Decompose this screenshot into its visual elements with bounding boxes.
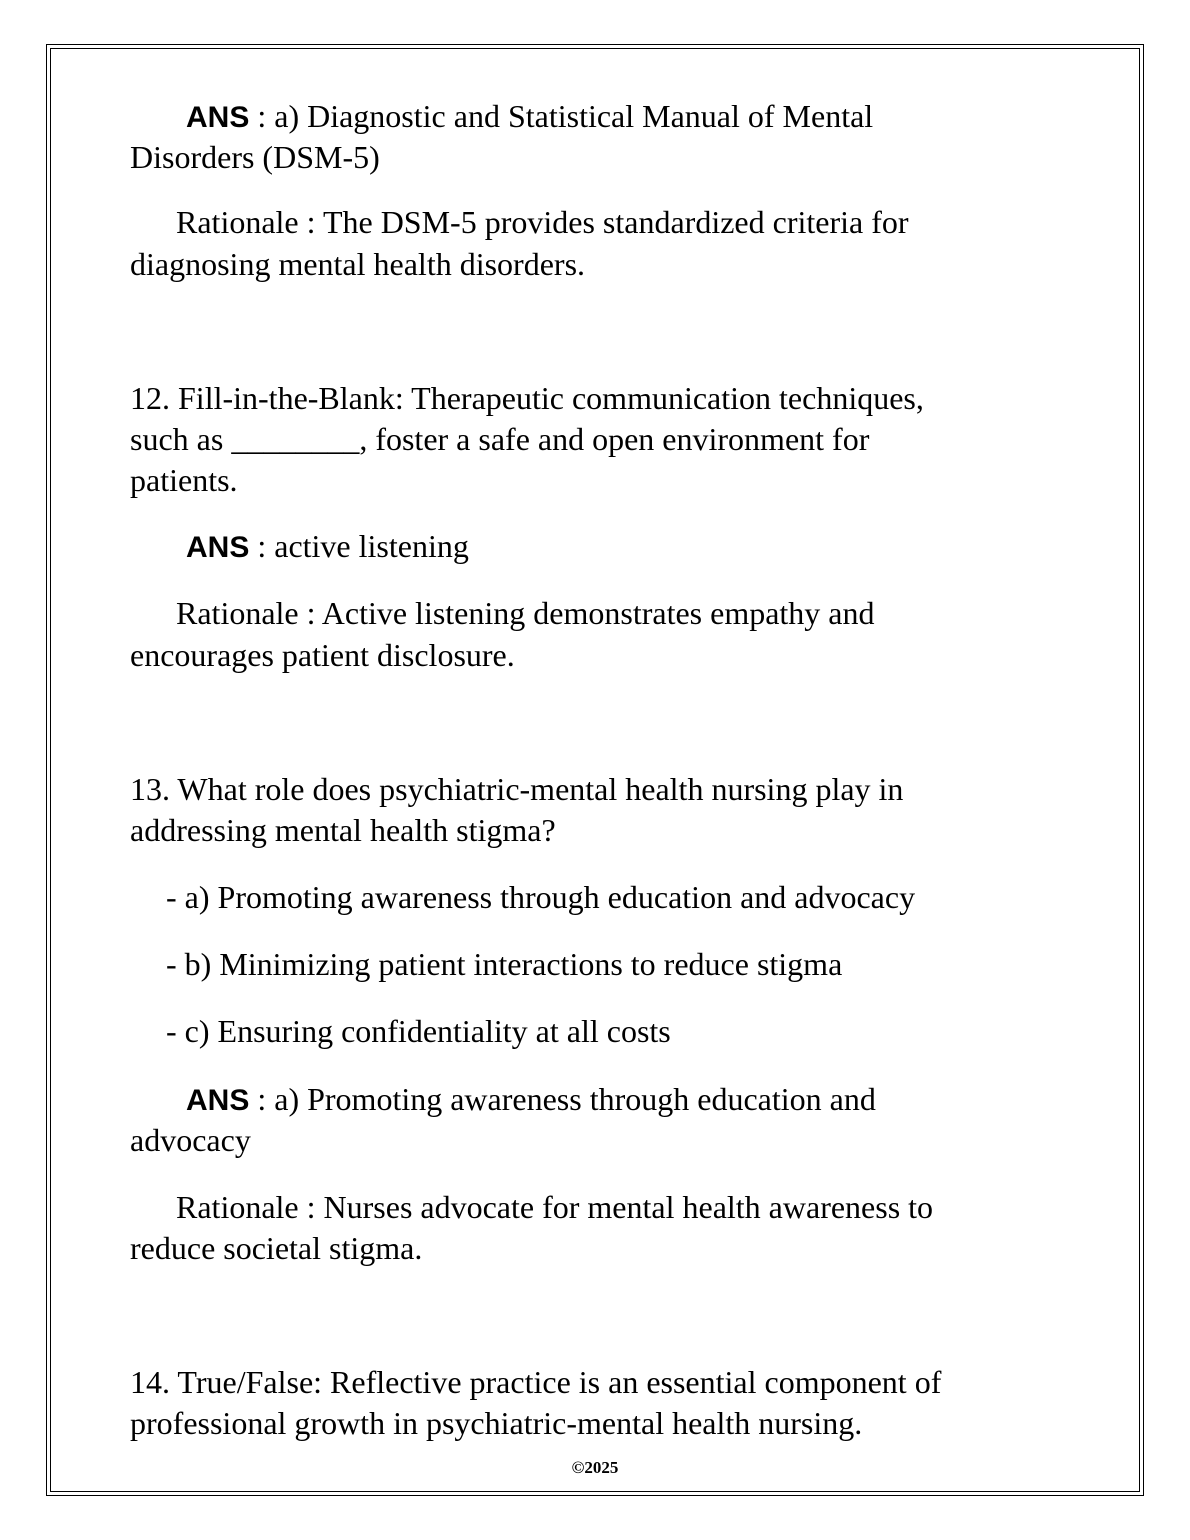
q13-answer-line-1	[130, 1079, 1070, 1121]
q13-option-c: - c) Ensuring confidentiality at all costs	[166, 1013, 671, 1049]
copyright-footer: ©2025	[571, 1458, 619, 1477]
q12-question-line-1: 12. Fill-in-the-Blank: Therapeutic communication techniques,	[130, 380, 924, 416]
q11-ans-label: ANS	[186, 101, 250, 134]
q12-ans-label: ANS	[186, 531, 250, 564]
q12-question-line-2: such as ________, foster a safe and open environment for	[130, 421, 870, 457]
q12-answer-text: : active listening	[249, 528, 469, 564]
q13-option-b: - b) Minimizing patient interactions to reduce stigma	[166, 946, 843, 982]
q11-rationale-line-1: Rationale : The DSM-5 provides standardized criteria for	[176, 204, 909, 240]
q13-option-a: - a) Promoting awareness through education and advocacy	[166, 879, 916, 915]
q12-answer-line-1	[130, 526, 1070, 568]
q13-rationale-line-1: Rationale : Nurses advocate for mental health awareness to	[176, 1189, 934, 1225]
q13-answer-line-2: advocacy	[130, 1122, 251, 1158]
q11-answer-line-2: Disorders (DSM-5)	[130, 139, 380, 175]
q13-ans-label: ANS	[186, 1084, 250, 1117]
q14-question-line-2: professional growth in psychiatric-mental health nursing.	[130, 1405, 863, 1441]
q13-rationale-line-2: reduce societal stigma.	[130, 1230, 423, 1266]
q12-rationale-line-2: encourages patient disclosure.	[130, 637, 515, 673]
q11-answer-line-1	[130, 96, 1070, 138]
q13-question-line-2: addressing mental health stigma?	[130, 812, 556, 848]
q11-rationale-line-2: diagnosing mental health disorders.	[130, 246, 586, 282]
q13-question-line-1: 13. What role does psychiatric-mental health nursing play in	[130, 771, 904, 807]
q14-question-line-1: 14. True/False: Reflective practice is an essential component of	[130, 1364, 942, 1400]
q12-rationale-line-1: Rationale : Active listening demonstrates empathy and	[176, 595, 875, 631]
q13-answer-text: : a) Promoting awareness through education and	[249, 1081, 876, 1117]
q12-question-line-3: patients.	[130, 462, 238, 498]
q11-answer-text: : a) Diagnostic and Statistical Manual of Mental	[249, 98, 874, 134]
